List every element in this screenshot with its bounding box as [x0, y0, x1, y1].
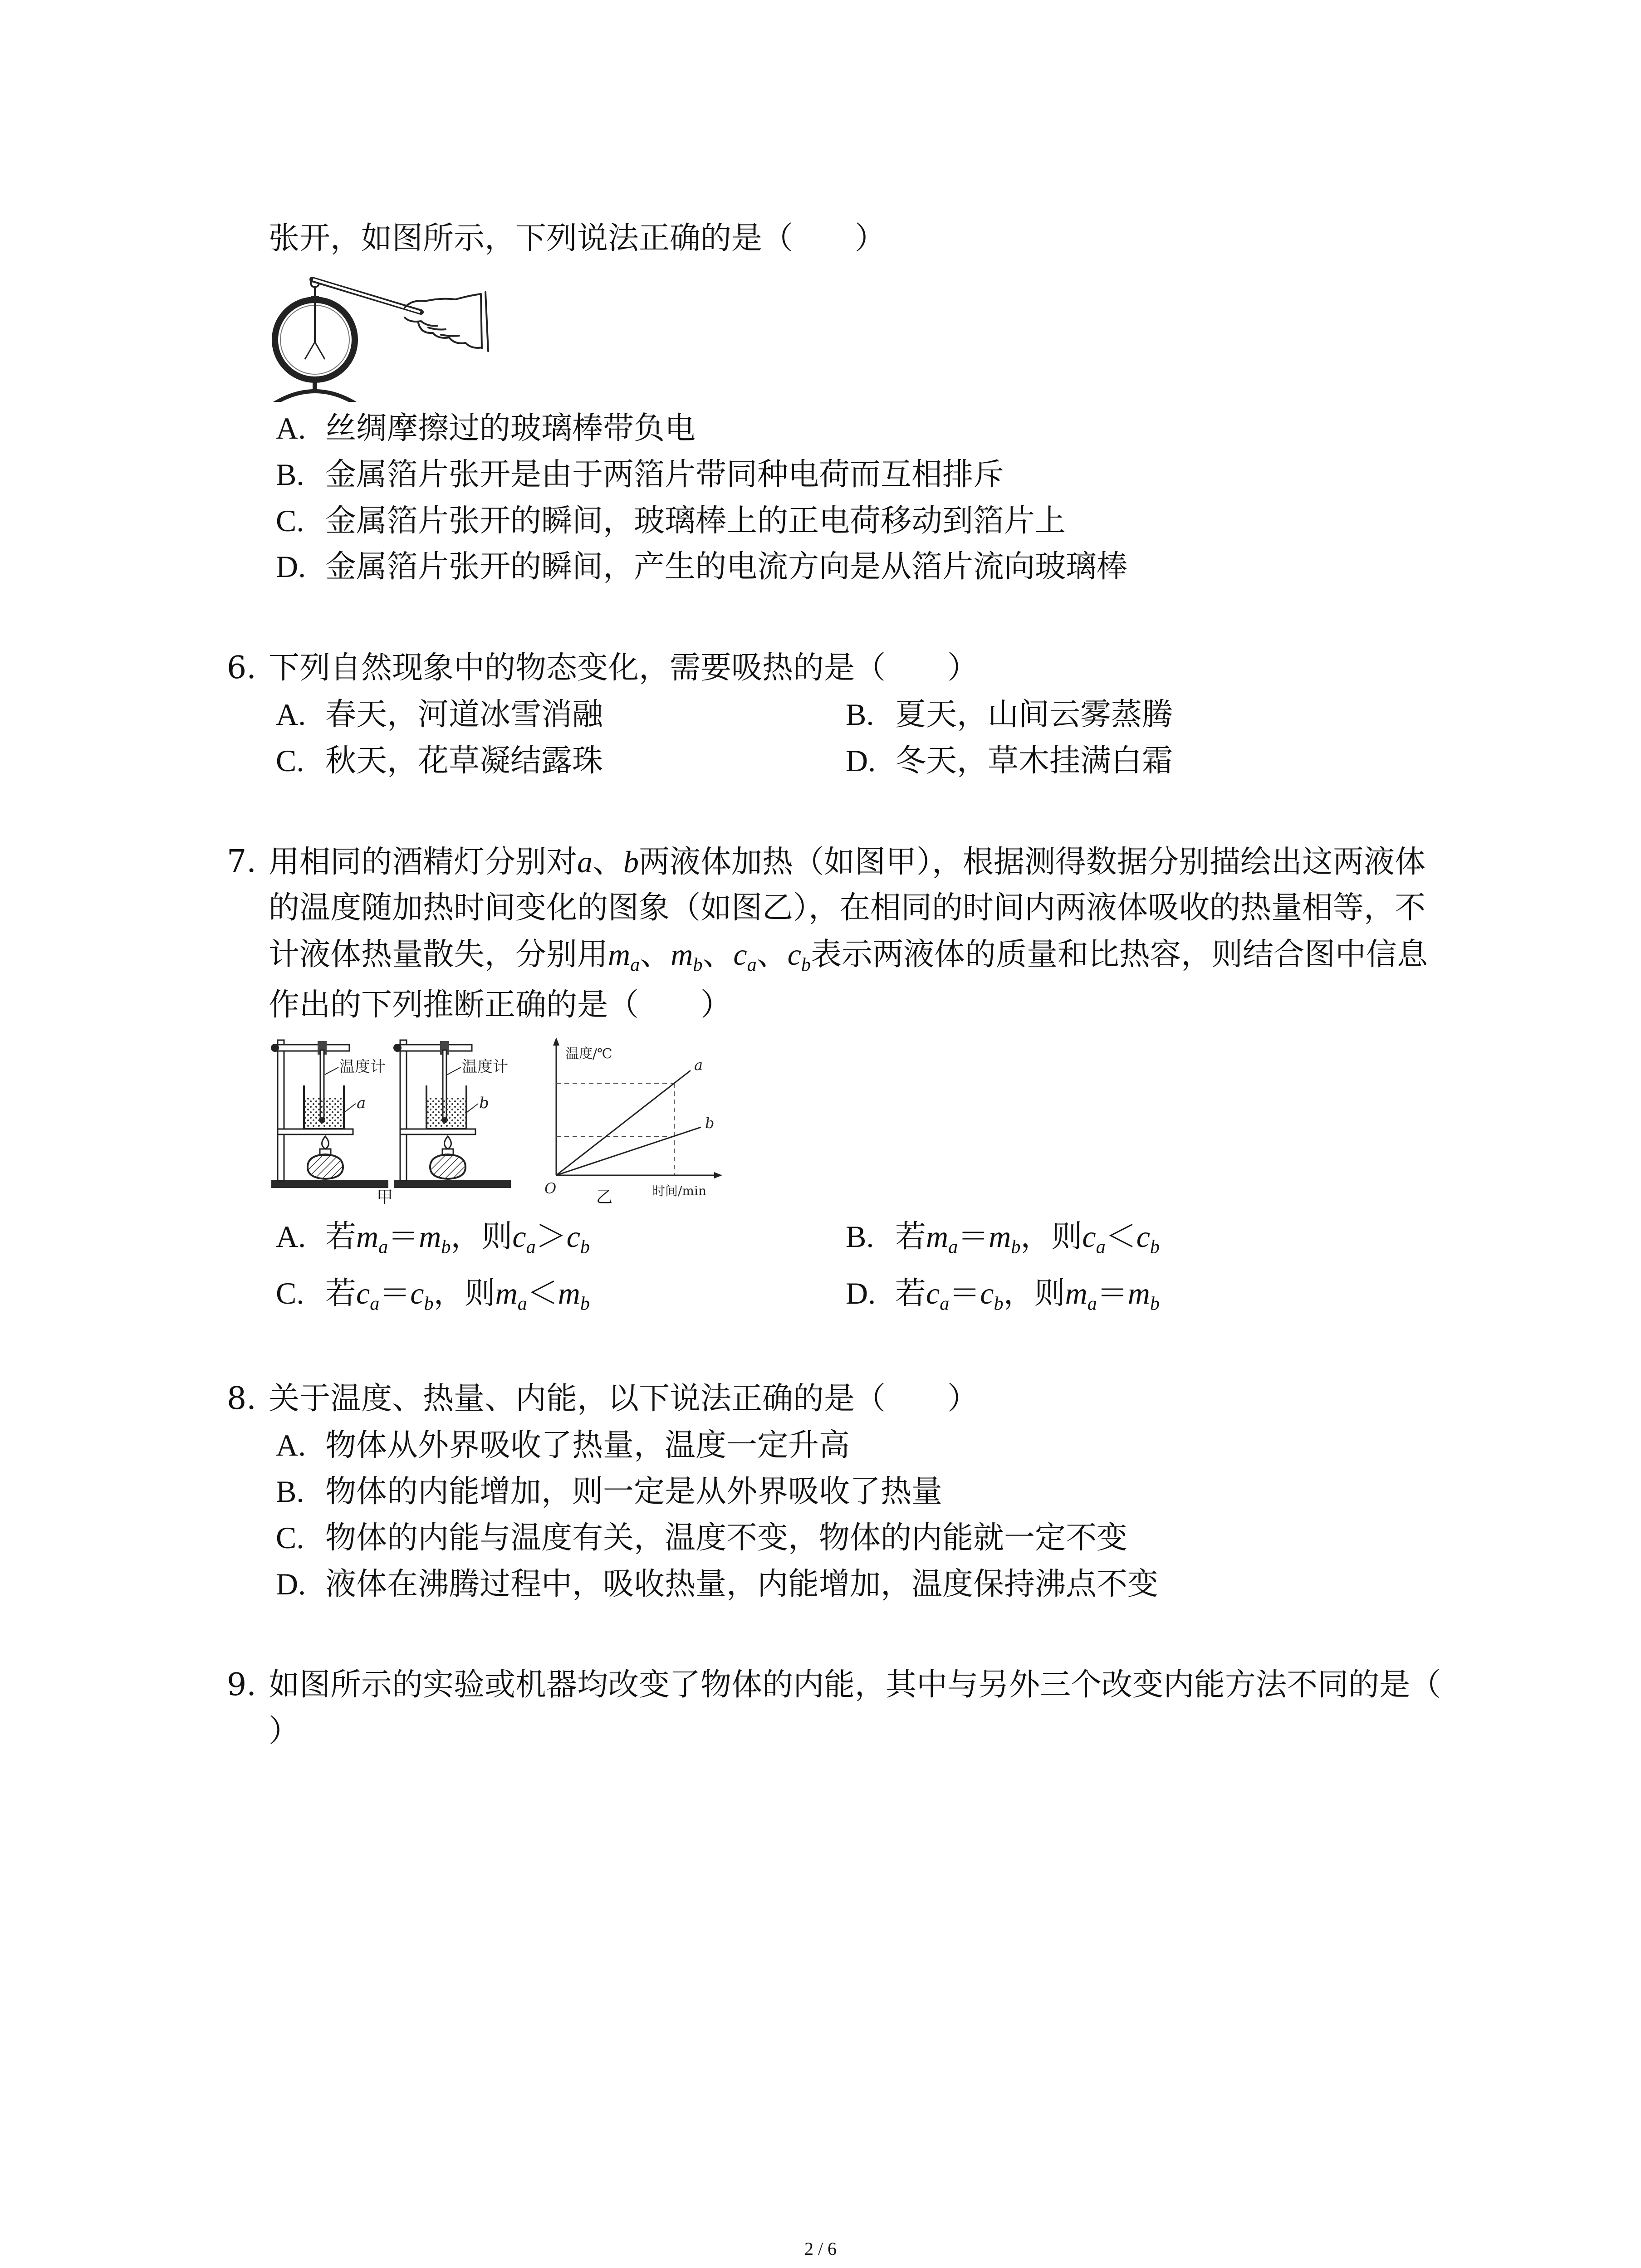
question-8-option-a [0, 1429, 1641, 1461]
liquid-label: a [357, 1094, 366, 1112]
math-subscript: a [948, 1236, 958, 1258]
math-subscript: b [1011, 1236, 1021, 1258]
math-variable: ca [512, 1219, 536, 1258]
math-variable: ca [356, 1276, 380, 1315]
text-run: 、 [593, 844, 624, 880]
math-variable: ma [495, 1276, 527, 1315]
question-5-option-a [0, 412, 1641, 445]
option-text: 物体的内能与温度有关，温度不变，物体的内能就一定不变 [325, 1520, 1128, 1556]
math-variable: ca [926, 1276, 950, 1315]
text-run: 若 [325, 1219, 357, 1255]
text-run: 、 [640, 937, 671, 973]
question-8-option-c [0, 1521, 1641, 1554]
question-9-stem-line-1 [0, 1669, 1641, 1701]
math-variable: mb [419, 1219, 451, 1258]
text-run: ，则 [451, 1219, 513, 1255]
option-letter: A. [276, 1219, 306, 1254]
text-run: 若 [895, 1276, 926, 1311]
heating-apparatus-a-figure [269, 1032, 391, 1201]
option-item [846, 744, 1173, 777]
option-text [895, 1276, 1160, 1315]
text-run: 若 [895, 1219, 926, 1255]
math-subscript: a [1096, 1236, 1106, 1258]
math-variable: mb [671, 937, 703, 976]
text-run: 计液体热量散失，分别用 [269, 937, 608, 973]
math-subscript: b [424, 1293, 434, 1315]
question-stem-text: 如图所示的实验或机器均改变了物体的内能，其中与另外三个改变内能方法不同的是（ [269, 1667, 1441, 1703]
question-6-options-row-2 [0, 744, 1641, 777]
text-run: ＜ [527, 1276, 558, 1311]
graph-line-a-label: a [694, 1056, 703, 1074]
text-run: ＝ [379, 1276, 411, 1311]
question-7-options-row-1 [0, 1219, 1641, 1258]
option-letter: A. [276, 1428, 306, 1462]
math-variable: b [623, 845, 639, 879]
math-subscript: a [940, 1293, 950, 1315]
math-variable: ma [356, 1219, 388, 1258]
graph-origin-label: O [544, 1180, 557, 1197]
figure-caption-right: 乙 [596, 1188, 612, 1207]
option-item [276, 458, 1004, 491]
text-run: 的温度随加热时间变化的图象（如图乙），在相同的时间内两液体吸收的热量相等，不 [269, 890, 1426, 926]
question-number: 6. [227, 650, 256, 686]
math-variable: cb [980, 1276, 1004, 1315]
question-stem-text [269, 937, 1428, 976]
text-run: ＝ [949, 1276, 980, 1311]
text-run: ＝ [388, 1219, 419, 1255]
math-subscript: a [526, 1236, 536, 1258]
thermometer-label: 温度计 [339, 1058, 386, 1076]
option-letter: C. [276, 503, 304, 538]
option-letter: B. [846, 1219, 874, 1254]
option-text: 物体的内能增加，则一定是从外界吸收了热量 [325, 1474, 943, 1510]
option-item [276, 698, 603, 731]
question-7-stem-line-2 [0, 892, 1641, 924]
math-subscript: a [1087, 1293, 1097, 1315]
option-letter: A. [276, 697, 306, 732]
option-letter: C. [276, 1520, 304, 1555]
option-item [276, 1521, 1127, 1554]
text-run: ，则 [1020, 1219, 1083, 1255]
math-subscript: b [994, 1293, 1004, 1315]
text-run: ，则 [433, 1276, 495, 1311]
math-variable: cb [410, 1276, 434, 1315]
question-5-option-b [0, 458, 1641, 491]
math-subscript: b [580, 1293, 590, 1315]
graph-y-label: 温度/℃ [565, 1046, 612, 1062]
question-number: 7. [227, 844, 256, 880]
option-text: 液体在沸腾过程中，吸收热量，内能增加，温度保持沸点不变 [325, 1566, 1159, 1602]
question-number: 9. [227, 1667, 256, 1703]
question-6-stem [0, 652, 1641, 684]
math-variable: ca [1082, 1219, 1106, 1258]
question-5-option-c [0, 504, 1641, 537]
temperature-time-graph [544, 1032, 731, 1201]
line-a [556, 1070, 691, 1175]
text-run: 、 [756, 937, 788, 973]
question-5-stem [0, 222, 1641, 255]
math-subscript: a [517, 1293, 527, 1315]
option-text: 秋天，花草凝结露珠 [325, 743, 603, 779]
x-axis-arrow [714, 1172, 722, 1178]
math-subscript: b [441, 1236, 451, 1258]
text-run: ＜ [1105, 1219, 1136, 1255]
math-variable: cb [566, 1219, 590, 1258]
option-item [276, 744, 603, 777]
math-subscript: a [370, 1293, 380, 1315]
text-run: ＞ [535, 1219, 567, 1255]
question-stem-text [269, 989, 731, 1022]
text-run: 两液体加热（如图甲），根据测得数据分别描绘出这两液体 [639, 844, 1426, 880]
option-item [846, 1276, 1160, 1315]
math-subscript: b [580, 1236, 590, 1258]
y-axis-arrow [553, 1037, 559, 1046]
option-item [276, 1276, 590, 1315]
option-letter: C. [276, 1276, 304, 1310]
math-subscript: b [801, 954, 811, 976]
option-letter: D. [276, 1567, 306, 1601]
question-5-option-d [0, 550, 1641, 583]
graph-line-b-label: b [705, 1114, 715, 1132]
option-item [276, 1429, 850, 1462]
math-variable: ma [926, 1219, 958, 1258]
option-text [325, 1219, 590, 1258]
option-letter: B. [276, 1474, 304, 1509]
option-item [276, 550, 1127, 583]
line-b [556, 1127, 701, 1175]
text-run: 用相同的酒精灯分别对 [269, 844, 578, 880]
math-subscript: a [630, 954, 640, 976]
text-run: 表示两液体的质量和比热容，则结合图中信息 [810, 937, 1428, 973]
question-8-stem [0, 1383, 1641, 1415]
math-variable: mb [1127, 1276, 1160, 1315]
math-subscript: a [747, 954, 757, 976]
page-number: 2 / 6 [804, 2239, 837, 2259]
option-text: 丝绸摩擦过的玻璃棒带负电 [325, 411, 696, 446]
question-7-stem-line-4 [0, 989, 1641, 1022]
thermometer-label: 温度计 [462, 1058, 508, 1076]
question-7-options-row-2 [0, 1276, 1641, 1315]
option-letter: C. [276, 743, 304, 778]
math-variable: ma [1065, 1276, 1097, 1315]
question-stem-text: ） [269, 1713, 300, 1749]
math-subscript: b [1150, 1236, 1160, 1258]
text-run: ，则 [1003, 1276, 1065, 1311]
option-text: 金属箔片张开是由于两箔片带同种电荷而互相排斥 [325, 457, 1004, 493]
option-text [325, 1276, 590, 1315]
graph-x-label: 时间/min [652, 1183, 706, 1198]
question-8-option-b [0, 1475, 1641, 1508]
option-letter: A. [276, 411, 306, 445]
text-run: 作出的下列推断正确的是（ ） [269, 987, 732, 1023]
math-subscript: a [378, 1236, 388, 1258]
math-variable: ca [733, 937, 757, 976]
option-text: 金属箔片张开的瞬间，产生的电流方向是从箔片流向玻璃棒 [325, 549, 1128, 585]
option-item [276, 504, 1066, 538]
math-variable: cb [1136, 1219, 1160, 1258]
option-item [846, 698, 1173, 731]
option-letter: D. [276, 549, 306, 584]
question-8-option-d [0, 1568, 1641, 1600]
electroscope-figure [269, 276, 492, 403]
text-run: 、 [702, 937, 734, 973]
question-stem-text [269, 846, 1425, 879]
option-letter: B. [846, 697, 874, 732]
figure-caption-left: 甲 [376, 1188, 393, 1207]
question-number: 8. [227, 1381, 256, 1417]
liquid-label: b [479, 1094, 489, 1112]
text-run: ＝ [1097, 1276, 1128, 1311]
option-item [846, 1219, 1160, 1258]
option-item [276, 1219, 590, 1258]
heating-apparatus-b-figure [391, 1032, 514, 1201]
question-9-stem-line-2 [0, 1715, 1641, 1748]
option-text: 冬天，草木挂满白霜 [895, 743, 1173, 779]
math-variable: ma [608, 937, 640, 976]
question-6-options-row-1 [0, 698, 1641, 731]
math-subscript: b [1150, 1293, 1160, 1315]
math-variable: mb [558, 1276, 590, 1315]
question-stem-text: 关于温度、热量、内能，以下说法正确的是（ ） [269, 1381, 979, 1417]
question-stem-text [269, 892, 1425, 924]
math-variable: mb [989, 1219, 1021, 1258]
option-item [276, 1475, 942, 1508]
math-variable: cb [787, 937, 811, 976]
option-text [895, 1219, 1160, 1258]
option-text: 物体从外界吸收了热量，温度一定升高 [325, 1427, 850, 1463]
text-run: 若 [325, 1276, 357, 1311]
question-stem-text: 下列自然现象中的物态变化，需要吸热的是（ ） [269, 650, 979, 686]
option-letter: D. [846, 1276, 876, 1310]
option-text: 金属箔片张开的瞬间，玻璃棒上的正电荷移动到箔片上 [325, 503, 1066, 539]
question-stem-text: 张开，如图所示，下列说法正确的是（ ） [269, 220, 886, 256]
question-7-stem-line-3 [0, 937, 1641, 976]
text-run: ＝ [958, 1219, 989, 1255]
question-7-stem-line-1 [0, 846, 1641, 878]
option-text: 夏天，山间云雾蒸腾 [895, 697, 1173, 733]
option-letter: B. [276, 457, 304, 492]
option-text: 春天，河道冰雪消融 [325, 697, 603, 733]
math-variable: a [577, 845, 593, 879]
math-subscript: b [693, 954, 703, 976]
option-item [276, 1568, 1158, 1601]
option-item [276, 412, 696, 445]
option-letter: D. [846, 743, 876, 778]
